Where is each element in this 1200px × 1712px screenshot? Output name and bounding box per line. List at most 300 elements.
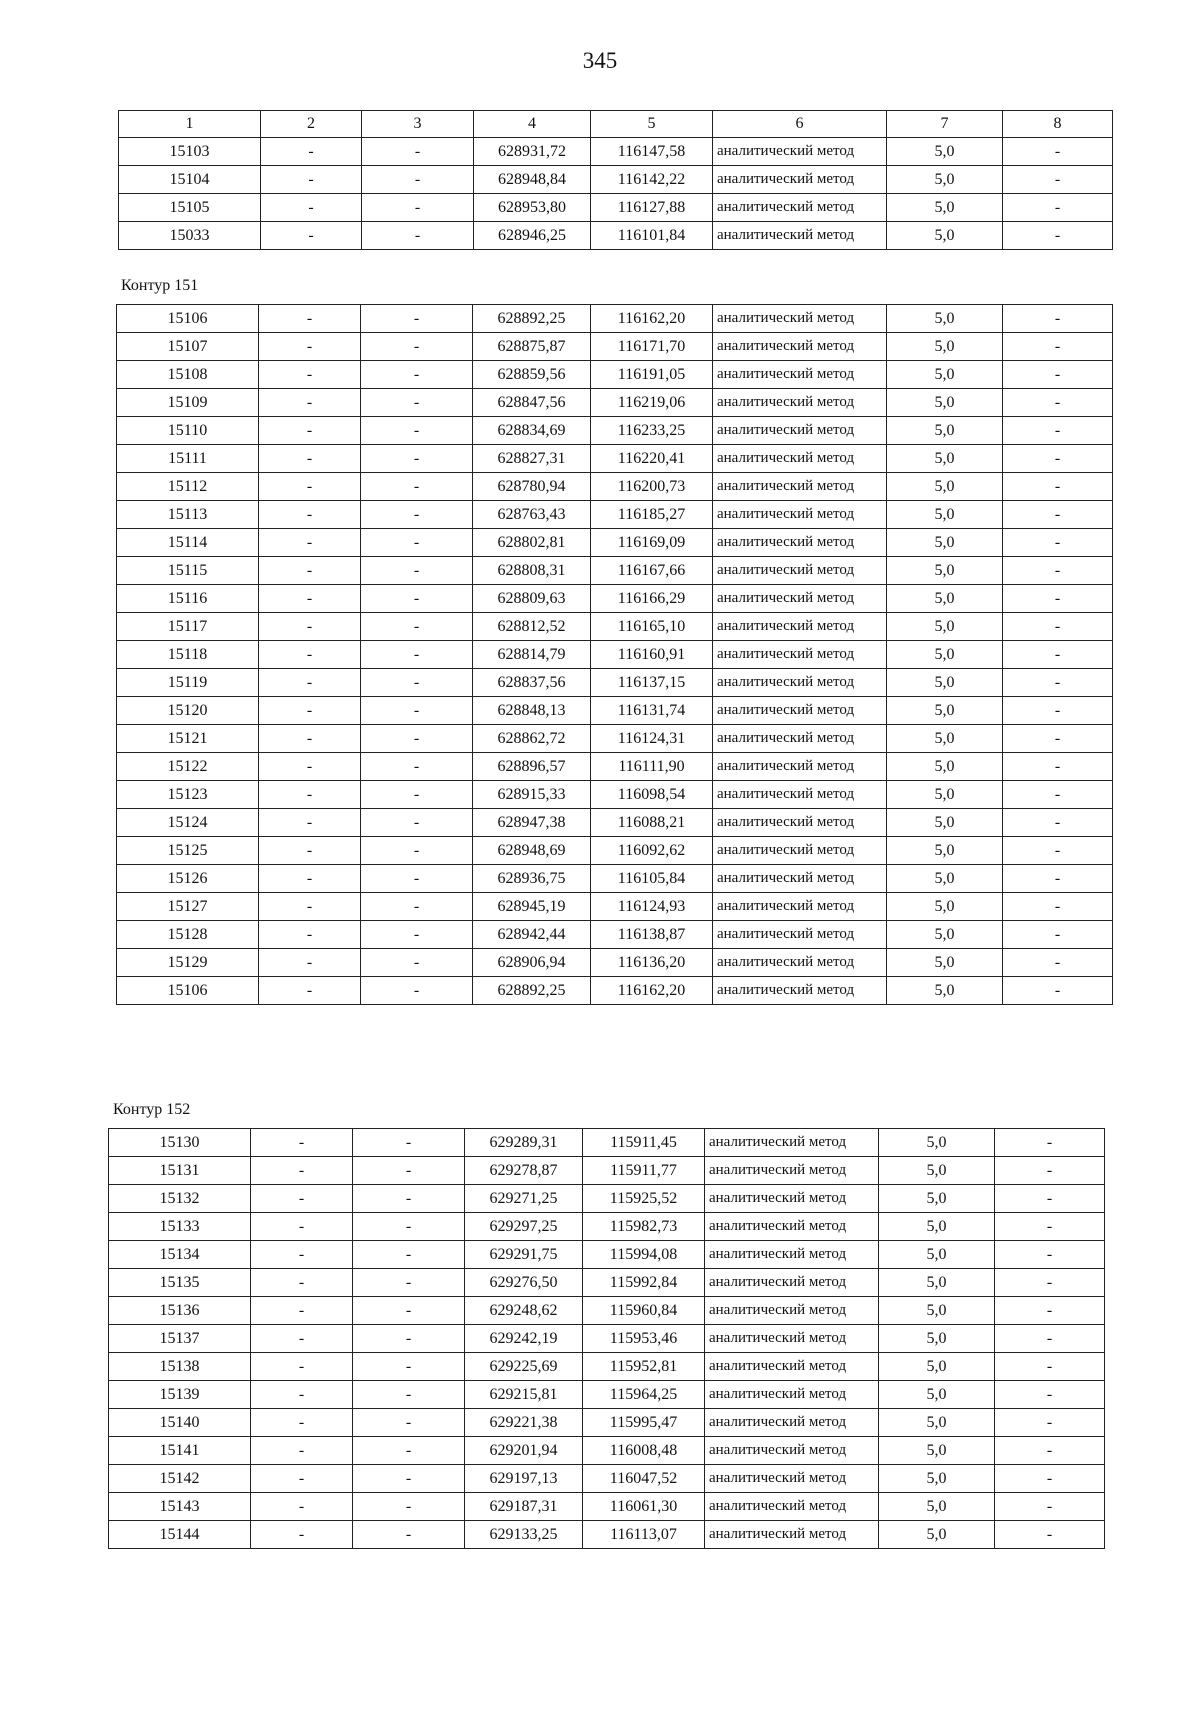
method-cell: аналитический метод [713,641,887,669]
table-cell: 15140 [109,1409,251,1437]
table-row [117,669,1113,697]
table-cell: 629278,87 [465,1157,583,1185]
table-cell: - [259,473,361,501]
table-cell: 116219,06 [591,389,713,417]
table-cell: 15114 [117,529,259,557]
table-cell: - [1003,669,1113,697]
table-cell: 5,0 [887,529,1003,557]
method-cell: аналитический метод [713,977,887,1005]
table-cell: 116111,90 [591,753,713,781]
table-cell: - [1003,445,1113,473]
table-cell: 629197,13 [465,1465,583,1493]
table-cell: - [1003,194,1113,222]
table-cell: 628847,56 [473,389,591,417]
method-cell: аналитический метод [713,194,887,222]
table-cell: 115982,73 [583,1213,705,1241]
table-cell: - [995,1129,1105,1157]
table-cell: 15105 [119,194,261,222]
table-cell: 115964,25 [583,1381,705,1409]
table-cell: 116169,09 [591,529,713,557]
table-cell: 5,0 [887,669,1003,697]
table-cell: 6 [713,111,887,138]
table-cell: 629276,50 [465,1269,583,1297]
table-cell: 116138,87 [591,921,713,949]
table-row [117,781,1113,809]
table-row [117,753,1113,781]
table-row [109,1241,1105,1269]
table-cell: 629297,25 [465,1213,583,1241]
method-cell: аналитический метод [713,138,887,166]
table-cell: - [259,781,361,809]
method-cell: аналитический метод [713,473,887,501]
table-cell: 628896,57 [473,753,591,781]
table-cell: - [995,1493,1105,1521]
table-row [117,921,1113,949]
table-cell: - [251,1157,353,1185]
table-cell: - [361,809,473,837]
table-cell: - [353,1493,465,1521]
table-cell: - [251,1465,353,1493]
table-cell: 629289,31 [465,1129,583,1157]
table-cell: - [259,361,361,389]
table-row [109,1157,1105,1185]
table-cell: 116061,30 [583,1493,705,1521]
table-cell: 116047,52 [583,1465,705,1493]
table-cell: 5,0 [887,781,1003,809]
table-cell: - [361,753,473,781]
table-cell: - [259,809,361,837]
table-cell: 5,0 [879,1297,995,1325]
table-cell: - [1003,865,1113,893]
table-row [117,389,1113,417]
table-cell: 116124,93 [591,893,713,921]
table-cell: 15127 [117,893,259,921]
table-cell: 116137,15 [591,669,713,697]
table-cell: 629187,31 [465,1493,583,1521]
method-cell: аналитический метод [705,1325,879,1353]
table-row [117,445,1113,473]
table-cell: 5,0 [887,977,1003,1005]
method-cell: аналитический метод [713,753,887,781]
table-cell: 15110 [117,417,259,445]
method-cell: аналитический метод [705,1185,879,1213]
method-cell: аналитический метод [713,417,887,445]
table-row [109,1269,1105,1297]
table-cell: - [353,1325,465,1353]
table-cell: 15125 [117,837,259,865]
table-cell: 628808,31 [473,557,591,585]
coordinates-table-header-section [118,110,1113,250]
method-cell: аналитический метод [705,1465,879,1493]
table-cell: 116092,62 [591,837,713,865]
table-cell: - [353,1353,465,1381]
table-cell: - [1003,613,1113,641]
table-cell: - [1003,557,1113,585]
table-cell: 628942,44 [473,921,591,949]
method-cell: аналитический метод [713,697,887,725]
table-row [117,473,1113,501]
table-cell: 629201,94 [465,1437,583,1465]
table-cell: 15139 [109,1381,251,1409]
table-cell: 5,0 [887,473,1003,501]
method-cell: аналитический метод [705,1521,879,1549]
table-cell: - [1003,361,1113,389]
table-cell: 15136 [109,1297,251,1325]
table-row [119,194,1113,222]
table-cell: 115952,81 [583,1353,705,1381]
table-cell: - [353,1241,465,1269]
table-cell: 15126 [117,865,259,893]
table-cell: 5,0 [887,949,1003,977]
table-cell: 116098,54 [591,781,713,809]
table-cell: 116147,58 [591,138,713,166]
table-cell: - [353,1269,465,1297]
method-cell: аналитический метод [713,529,887,557]
table-cell: - [251,1493,353,1521]
contour-152-table [108,1128,1105,1549]
table-cell: 115992,84 [583,1269,705,1297]
table-cell: 116124,31 [591,725,713,753]
table-cell: 15103 [119,138,261,166]
table-cell: - [1003,753,1113,781]
method-cell: аналитический метод [713,333,887,361]
table-cell: 116166,29 [591,585,713,613]
table-cell: 116167,66 [591,557,713,585]
table-cell: 5,0 [879,1129,995,1157]
table-cell: - [1003,166,1113,194]
table-cell: 5,0 [887,445,1003,473]
table-cell: - [361,921,473,949]
table-row [109,1185,1105,1213]
table-cell: 116105,84 [591,865,713,893]
table-cell: 5,0 [887,725,1003,753]
table-cell: - [251,1521,353,1549]
table-cell: 15118 [117,641,259,669]
table-row [117,501,1113,529]
table-cell: - [361,725,473,753]
table-row [109,1325,1105,1353]
table-cell: - [251,1185,353,1213]
table-cell: - [1003,529,1113,557]
table-cell: 1 [119,111,261,138]
method-cell: аналитический метод [713,921,887,949]
table-row [119,166,1113,194]
table-cell: 5 [591,111,713,138]
table-cell: 15106 [117,305,259,333]
table-cell: 15137 [109,1325,251,1353]
method-cell: аналитический метод [713,389,887,417]
table-cell: 5,0 [879,1325,995,1353]
table-row [109,1129,1105,1157]
table-cell: 5,0 [887,893,1003,921]
table-row [109,1465,1105,1493]
table-cell: - [362,166,474,194]
table-cell: 4 [474,111,591,138]
table-row [117,977,1113,1005]
table-cell: 5,0 [887,557,1003,585]
table-cell: 628859,56 [473,361,591,389]
table-cell: - [1003,921,1113,949]
table-cell: - [995,1269,1105,1297]
table-cell: - [259,389,361,417]
table-cell: - [361,893,473,921]
contour-152-label: Контур 152 [113,1101,191,1118]
table-cell: - [361,361,473,389]
table-cell: 15133 [109,1213,251,1241]
table-cell: - [1003,222,1113,250]
table-cell: 628834,69 [473,417,591,445]
table-cell: 628827,31 [473,445,591,473]
table-cell: - [259,501,361,529]
table-cell: - [1003,585,1113,613]
method-cell: аналитический метод [713,613,887,641]
table-cell: - [361,529,473,557]
table-cell: - [353,1381,465,1409]
table-cell: 3 [362,111,474,138]
table-cell: 628948,69 [473,837,591,865]
table-cell: 5,0 [887,417,1003,445]
method-cell: аналитический метод [705,1381,879,1409]
table-cell: - [1003,417,1113,445]
table-cell: 628915,33 [473,781,591,809]
table-cell: 5,0 [887,641,1003,669]
table-cell: - [995,1409,1105,1437]
method-cell: аналитический метод [713,501,887,529]
table-cell: 15104 [119,166,261,194]
table-cell: - [259,725,361,753]
table-cell: 7 [887,111,1003,138]
table-cell: - [259,613,361,641]
table-cell: 5,0 [879,1437,995,1465]
table-cell: 15107 [117,333,259,361]
table-cell: 116171,70 [591,333,713,361]
table-cell: 5,0 [887,809,1003,837]
method-cell: аналитический метод [713,361,887,389]
table-cell: 15142 [109,1465,251,1493]
method-cell: аналитический метод [713,669,887,697]
table-cell: 115995,47 [583,1409,705,1437]
table-cell: 5,0 [887,333,1003,361]
method-cell: аналитический метод [705,1493,879,1521]
table-cell: 2 [261,111,362,138]
table-cell: - [251,1409,353,1437]
table-cell: 15135 [109,1269,251,1297]
table-cell: 5,0 [887,753,1003,781]
table-cell: 115953,46 [583,1325,705,1353]
table-cell: 15106 [117,977,259,1005]
table-cell: 15122 [117,753,259,781]
table-cell: 15033 [119,222,261,250]
table-cell: 5,0 [879,1269,995,1297]
table-cell: 116162,20 [591,977,713,1005]
table-cell: - [259,697,361,725]
table-row [117,893,1113,921]
method-cell: аналитический метод [713,166,887,194]
table-cell: 5,0 [887,585,1003,613]
contour-151-label: Контур 151 [121,277,199,294]
table-cell: 116200,73 [591,473,713,501]
table-cell: 5,0 [887,305,1003,333]
table-cell: 116233,25 [591,417,713,445]
table-cell: - [259,837,361,865]
table-row [117,557,1113,585]
method-cell: аналитический метод [713,949,887,977]
method-cell: аналитический метод [713,445,887,473]
table-cell: 629291,75 [465,1241,583,1269]
table-cell: - [1003,697,1113,725]
table-cell: 628892,25 [473,977,591,1005]
table-cell: 5,0 [879,1157,995,1185]
table-cell: - [361,333,473,361]
table-cell: 628936,75 [473,865,591,893]
method-cell: аналитический метод [705,1437,879,1465]
method-cell: аналитический метод [713,222,887,250]
table-cell: - [361,837,473,865]
table-cell: - [362,222,474,250]
table-cell: - [251,1381,353,1409]
table-cell: 628780,94 [473,473,591,501]
table-cell: 15123 [117,781,259,809]
table-cell: 15129 [117,949,259,977]
table-cell: - [1003,641,1113,669]
table-cell: 116101,84 [591,222,713,250]
table-row [117,613,1113,641]
table-cell: - [1003,893,1113,921]
table-cell: - [1003,949,1113,977]
table-cell: - [353,1521,465,1549]
table-cell: - [259,921,361,949]
table-cell: 628946,25 [474,222,591,250]
table-cell: 5,0 [879,1381,995,1409]
table-cell: 15143 [109,1493,251,1521]
table-cell: 15130 [109,1129,251,1157]
table-cell: - [251,1353,353,1381]
table-cell: - [1003,725,1113,753]
table-cell: - [353,1465,465,1493]
table-cell: 5,0 [879,1213,995,1241]
table-cell: 5,0 [879,1409,995,1437]
table-cell: 628809,63 [473,585,591,613]
table-cell: - [353,1185,465,1213]
table-cell: - [995,1437,1105,1465]
table-cell: - [995,1185,1105,1213]
table-cell: - [353,1297,465,1325]
table-cell: 15108 [117,361,259,389]
table-row [109,1521,1105,1549]
table-cell: - [362,138,474,166]
table-cell: 116162,20 [591,305,713,333]
table-cell: - [361,697,473,725]
table-row [117,837,1113,865]
table-header-row [119,111,1113,138]
table-row [119,222,1113,250]
table-cell: 5,0 [887,361,1003,389]
table-cell: 629225,69 [465,1353,583,1381]
table-cell: - [995,1157,1105,1185]
table-cell: 5,0 [887,222,1003,250]
table-cell: - [361,949,473,977]
method-cell: аналитический метод [705,1269,879,1297]
table-row [109,1213,1105,1241]
table-cell: 5,0 [887,697,1003,725]
table-cell: - [353,1409,465,1437]
table-cell: 15115 [117,557,259,585]
table-cell: 628953,80 [474,194,591,222]
table-cell: 628812,52 [473,613,591,641]
table-cell: - [251,1437,353,1465]
table-cell: 5,0 [887,138,1003,166]
table-cell: 629242,19 [465,1325,583,1353]
table-cell: 628945,19 [473,893,591,921]
table-cell: - [995,1465,1105,1493]
table-cell: - [259,445,361,473]
table-cell: 116191,05 [591,361,713,389]
table-cell: 5,0 [879,1241,995,1269]
table-cell: - [361,557,473,585]
table-cell: - [995,1241,1105,1269]
table-cell: 628947,38 [473,809,591,837]
table-cell: 15120 [117,697,259,725]
table-cell: - [361,977,473,1005]
method-cell: аналитический метод [705,1213,879,1241]
table-cell: 116088,21 [591,809,713,837]
table-cell: - [1003,977,1113,1005]
table-cell: 15128 [117,921,259,949]
table-cell: - [259,417,361,445]
method-cell: аналитический метод [713,865,887,893]
table-cell: - [251,1297,353,1325]
table-cell: 116127,88 [591,194,713,222]
table-cell: 629221,38 [465,1409,583,1437]
method-cell: аналитический метод [713,585,887,613]
table-cell: 5,0 [879,1465,995,1493]
method-cell: аналитический метод [705,1129,879,1157]
table-row [117,865,1113,893]
contour-151-table [116,304,1113,1005]
table-row [117,529,1113,557]
method-cell: аналитический метод [713,305,887,333]
table-cell: 115911,45 [583,1129,705,1157]
table-cell: - [1003,389,1113,417]
table-row [109,1409,1105,1437]
table-cell: - [259,893,361,921]
table-cell: - [259,865,361,893]
table-cell: 15111 [117,445,259,473]
table-cell: - [995,1325,1105,1353]
table-cell: - [361,641,473,669]
table-cell: 5,0 [887,865,1003,893]
table-cell: 15112 [117,473,259,501]
table-cell: - [251,1213,353,1241]
table-cell: 628837,56 [473,669,591,697]
table-cell: 628862,72 [473,725,591,753]
table-cell: 628892,25 [473,305,591,333]
table-cell: 5,0 [879,1493,995,1521]
table-row [117,809,1113,837]
table-cell: 115925,52 [583,1185,705,1213]
table-cell: 116142,22 [591,166,713,194]
table-cell: 629133,25 [465,1521,583,1549]
table-row [117,697,1113,725]
table-cell: - [361,417,473,445]
table-cell: 629248,62 [465,1297,583,1325]
table-cell: - [259,585,361,613]
table-cell: 116113,07 [583,1521,705,1549]
table-cell: - [1003,305,1113,333]
table-cell: - [353,1157,465,1185]
method-cell: аналитический метод [713,781,887,809]
table-row [109,1493,1105,1521]
